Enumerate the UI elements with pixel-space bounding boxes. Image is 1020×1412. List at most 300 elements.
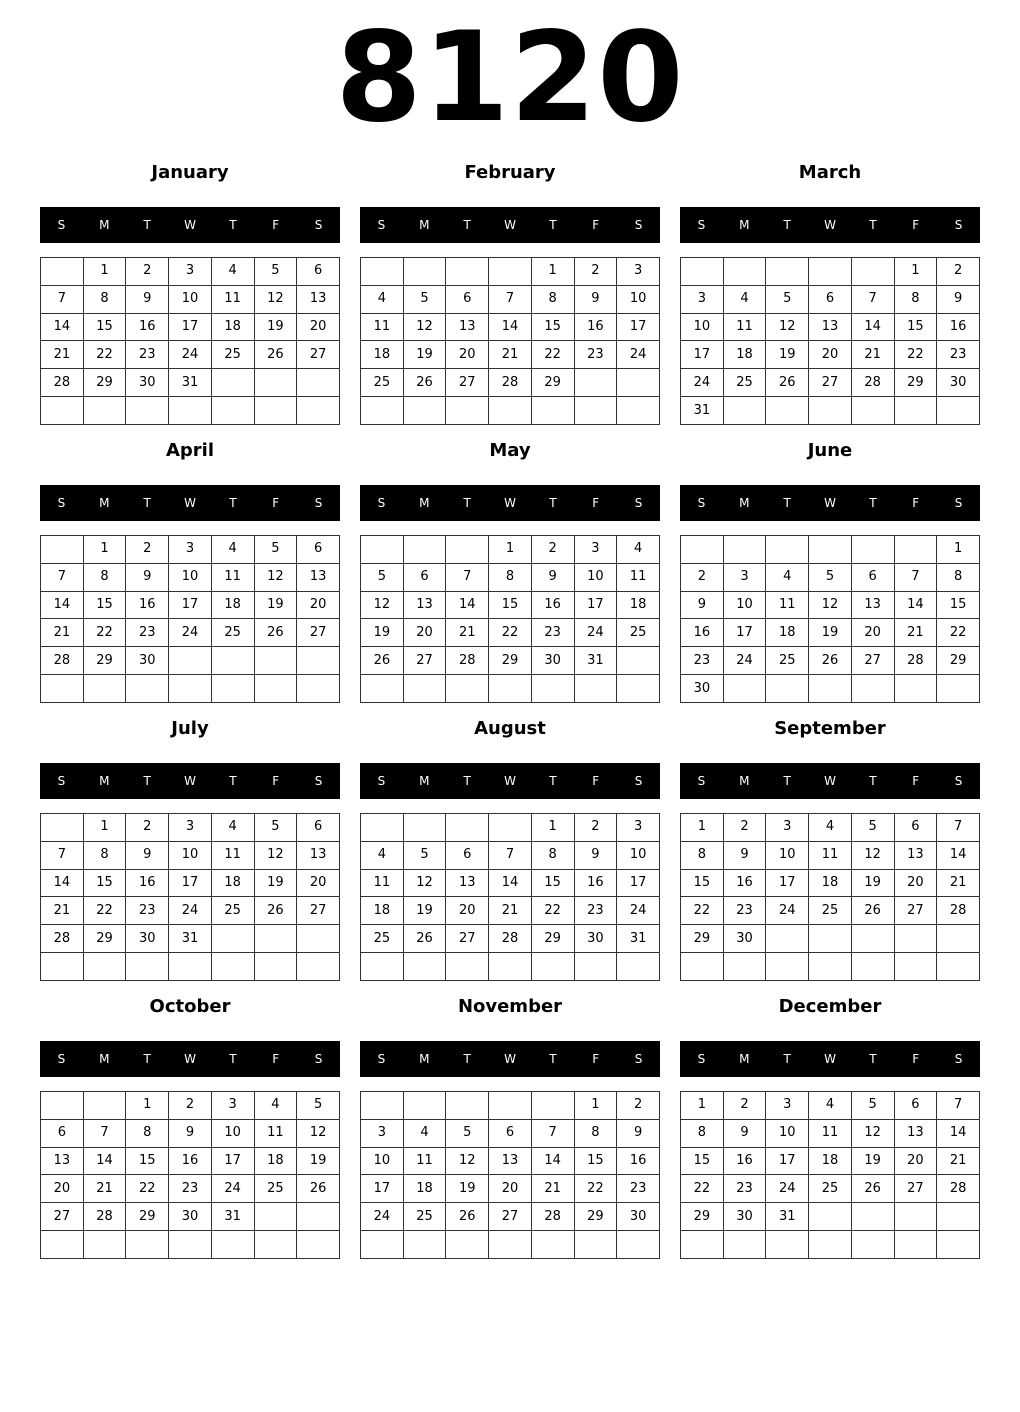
- year-title: 8120: [335, 6, 685, 150]
- weekday-label: F: [272, 774, 280, 788]
- day-cell: 17: [574, 591, 617, 619]
- day-cell: [617, 675, 660, 703]
- day-cell: [361, 675, 404, 703]
- day-cell: 22: [681, 897, 724, 925]
- day-grid: [360, 813, 660, 981]
- day-cell: 25: [211, 619, 254, 647]
- day-cell: 19: [851, 1147, 894, 1175]
- day-cell: 1: [83, 814, 126, 842]
- weekday-label: W: [824, 1052, 836, 1066]
- day-cell: [937, 1203, 980, 1231]
- day-cell: 30: [723, 925, 766, 953]
- day-cell: 25: [254, 1175, 297, 1203]
- weekday-label: T: [869, 496, 877, 510]
- day-cell: 5: [254, 814, 297, 842]
- weekday-label: T: [869, 1052, 877, 1066]
- week-row: [361, 619, 660, 647]
- day-cell: 11: [211, 563, 254, 591]
- day-cell: 14: [937, 841, 980, 869]
- day-cell: 21: [937, 1147, 980, 1175]
- day-cell: [766, 925, 809, 953]
- day-cell: [766, 536, 809, 564]
- day-cell: 10: [723, 591, 766, 619]
- week-row: [361, 1147, 660, 1175]
- day-cell: 14: [851, 313, 894, 341]
- day-cell: 16: [574, 313, 617, 341]
- week-row: [41, 1092, 340, 1120]
- day-cell: 17: [169, 869, 212, 897]
- weekday-label: T: [229, 218, 237, 232]
- day-cell: 28: [937, 1175, 980, 1203]
- day-cell: [937, 397, 980, 425]
- day-cell: [809, 675, 852, 703]
- day-cell: 22: [681, 1175, 724, 1203]
- day-cell: [531, 953, 574, 981]
- day-cell: [446, 397, 489, 425]
- weekday-label: W: [824, 774, 836, 788]
- weekday-label: S: [314, 218, 323, 232]
- month-name: April: [165, 440, 215, 461]
- day-cell: 7: [894, 563, 937, 591]
- day-cell: 23: [723, 897, 766, 925]
- day-cell: 7: [937, 1092, 980, 1120]
- day-cell: 19: [851, 869, 894, 897]
- day-cell: 22: [83, 341, 126, 369]
- weekday-label: S: [697, 774, 706, 788]
- day-cell: 29: [937, 647, 980, 675]
- day-cell: 29: [531, 369, 574, 397]
- week-row: [681, 536, 980, 564]
- day-cell: 17: [169, 313, 212, 341]
- day-cell: [297, 675, 340, 703]
- day-cell: 28: [446, 647, 489, 675]
- weekday-label: W: [504, 774, 516, 788]
- week-row: [681, 341, 980, 369]
- month-name: October: [149, 996, 231, 1017]
- day-cell: 5: [297, 1092, 340, 1120]
- day-cell: 30: [169, 1203, 212, 1231]
- day-cell: [446, 814, 489, 842]
- day-cell: 16: [126, 591, 169, 619]
- weekday-label: T: [463, 1052, 471, 1066]
- day-cell: 9: [126, 563, 169, 591]
- weekday-label: W: [184, 218, 196, 232]
- day-cell: 12: [851, 841, 894, 869]
- day-cell: 23: [937, 341, 980, 369]
- day-cell: [254, 397, 297, 425]
- day-cell: 4: [211, 536, 254, 564]
- day-cell: 22: [83, 619, 126, 647]
- day-cell: 10: [574, 563, 617, 591]
- month-name: July: [171, 718, 209, 739]
- day-cell: 18: [766, 619, 809, 647]
- day-cell: [297, 953, 340, 981]
- day-cell: 7: [83, 1119, 126, 1147]
- day-cell: 25: [809, 897, 852, 925]
- day-cell: 31: [169, 369, 212, 397]
- day-cell: 14: [937, 1119, 980, 1147]
- day-cell: 27: [446, 925, 489, 953]
- day-cell: 14: [41, 869, 84, 897]
- day-cell: 17: [169, 591, 212, 619]
- weekday-label: T: [463, 774, 471, 788]
- day-cell: 6: [489, 1119, 532, 1147]
- weekday-label: F: [272, 496, 280, 510]
- day-cell: 9: [617, 1119, 660, 1147]
- day-cell: [681, 953, 724, 981]
- day-cell: 13: [297, 563, 340, 591]
- day-cell: 11: [617, 563, 660, 591]
- day-cell: 19: [403, 341, 446, 369]
- weekday-label: M: [99, 496, 110, 510]
- day-cell: 4: [403, 1119, 446, 1147]
- day-cell: 10: [617, 285, 660, 313]
- month-name: August: [474, 718, 546, 739]
- weekday-header: [680, 207, 980, 243]
- day-cell: 28: [894, 647, 937, 675]
- day-cell: 16: [126, 869, 169, 897]
- week-row: [361, 1231, 660, 1259]
- day-cell: 11: [403, 1147, 446, 1175]
- day-cell: 3: [723, 563, 766, 591]
- weekday-label: F: [912, 496, 920, 510]
- day-cell: 22: [531, 897, 574, 925]
- week-row: [681, 1203, 980, 1231]
- day-cell: 10: [766, 841, 809, 869]
- week-row: [361, 1092, 660, 1120]
- weekday-label: S: [954, 218, 963, 232]
- weekday-label: M: [419, 496, 430, 510]
- weekday-header: [40, 1041, 340, 1077]
- day-cell: [211, 953, 254, 981]
- weekday-label: S: [954, 1052, 963, 1066]
- day-cell: 10: [169, 841, 212, 869]
- day-cell: [894, 1231, 937, 1259]
- day-cell: 1: [681, 814, 724, 842]
- day-cell: 12: [297, 1119, 340, 1147]
- day-cell: 25: [809, 1175, 852, 1203]
- day-cell: [446, 675, 489, 703]
- week-row: [361, 563, 660, 591]
- day-cell: 26: [297, 1175, 340, 1203]
- day-cell: [574, 369, 617, 397]
- day-cell: [403, 953, 446, 981]
- week-row: [361, 841, 660, 869]
- day-cell: 23: [723, 1175, 766, 1203]
- day-cell: 15: [681, 1147, 724, 1175]
- weekday-label: T: [143, 1052, 151, 1066]
- day-cell: 13: [894, 841, 937, 869]
- day-cell: 30: [574, 925, 617, 953]
- weekday-label: W: [184, 774, 196, 788]
- day-cell: [297, 369, 340, 397]
- day-cell: [489, 675, 532, 703]
- day-cell: 25: [211, 341, 254, 369]
- day-cell: 28: [531, 1203, 574, 1231]
- day-cell: [254, 675, 297, 703]
- weekday-header: [40, 207, 340, 243]
- month-name: September: [774, 718, 886, 739]
- day-cell: 21: [41, 897, 84, 925]
- day-cell: 3: [361, 1119, 404, 1147]
- day-cell: [403, 536, 446, 564]
- day-cell: 31: [681, 397, 724, 425]
- day-cell: [41, 814, 84, 842]
- day-grid: [360, 1091, 660, 1259]
- day-cell: 23: [617, 1175, 660, 1203]
- week-row: [681, 1175, 980, 1203]
- day-cell: 27: [41, 1203, 84, 1231]
- week-row: [681, 647, 980, 675]
- day-cell: 17: [361, 1175, 404, 1203]
- day-cell: [254, 953, 297, 981]
- day-cell: [41, 953, 84, 981]
- day-cell: [766, 675, 809, 703]
- day-cell: 8: [937, 563, 980, 591]
- day-cell: 10: [681, 313, 724, 341]
- day-cell: 27: [403, 647, 446, 675]
- day-cell: 6: [809, 285, 852, 313]
- day-cell: 8: [681, 1119, 724, 1147]
- day-cell: 23: [574, 341, 617, 369]
- day-cell: [297, 925, 340, 953]
- week-row: [41, 841, 340, 869]
- day-cell: 21: [41, 341, 84, 369]
- day-cell: [574, 675, 617, 703]
- day-cell: [169, 397, 212, 425]
- day-cell: [254, 1203, 297, 1231]
- day-cell: 19: [254, 869, 297, 897]
- week-row: [41, 1203, 340, 1231]
- day-cell: 18: [403, 1175, 446, 1203]
- day-cell: [361, 397, 404, 425]
- day-cell: [361, 1092, 404, 1120]
- day-cell: 2: [169, 1092, 212, 1120]
- week-row: [41, 619, 340, 647]
- day-cell: 30: [937, 369, 980, 397]
- week-row: [361, 675, 660, 703]
- weekday-label: F: [912, 774, 920, 788]
- week-row: [681, 313, 980, 341]
- day-cell: 13: [403, 591, 446, 619]
- day-cell: [617, 397, 660, 425]
- day-cell: 21: [489, 341, 532, 369]
- day-cell: [489, 1092, 532, 1120]
- day-cell: 12: [446, 1147, 489, 1175]
- weekday-label: W: [504, 1052, 516, 1066]
- day-cell: [894, 953, 937, 981]
- day-cell: 5: [254, 258, 297, 286]
- day-cell: 26: [254, 341, 297, 369]
- day-cell: 19: [297, 1147, 340, 1175]
- day-cell: 21: [937, 869, 980, 897]
- day-cell: [574, 397, 617, 425]
- day-cell: [574, 1231, 617, 1259]
- day-cell: [531, 675, 574, 703]
- weekday-label: W: [824, 496, 836, 510]
- day-cell: 24: [681, 369, 724, 397]
- week-row: [41, 953, 340, 981]
- month-name: May: [489, 440, 531, 461]
- day-cell: [723, 1231, 766, 1259]
- day-cell: 29: [83, 925, 126, 953]
- day-cell: [361, 953, 404, 981]
- day-cell: 3: [169, 536, 212, 564]
- day-cell: 28: [489, 925, 532, 953]
- week-row: [41, 591, 340, 619]
- weekday-label: T: [143, 496, 151, 510]
- week-row: [361, 1119, 660, 1147]
- day-cell: 6: [41, 1119, 84, 1147]
- day-cell: 16: [723, 1147, 766, 1175]
- weekday-label: M: [99, 1052, 110, 1066]
- day-cell: 25: [403, 1203, 446, 1231]
- day-cell: [723, 536, 766, 564]
- day-cell: 21: [894, 619, 937, 647]
- day-cell: 5: [809, 563, 852, 591]
- weekday-label: W: [184, 496, 196, 510]
- day-cell: [169, 647, 212, 675]
- day-cell: 2: [126, 536, 169, 564]
- day-cell: 27: [894, 1175, 937, 1203]
- day-cell: 2: [126, 814, 169, 842]
- weekday-header: [360, 485, 660, 521]
- day-cell: 14: [489, 313, 532, 341]
- day-cell: 14: [531, 1147, 574, 1175]
- day-cell: 13: [297, 841, 340, 869]
- day-cell: 24: [574, 619, 617, 647]
- day-cell: 20: [446, 897, 489, 925]
- day-cell: 1: [83, 536, 126, 564]
- day-cell: [297, 1203, 340, 1231]
- day-cell: 31: [574, 647, 617, 675]
- day-cell: [766, 1231, 809, 1259]
- day-cell: 8: [83, 285, 126, 313]
- day-grid: [680, 257, 980, 425]
- day-cell: [403, 1092, 446, 1120]
- weekday-label: S: [377, 218, 386, 232]
- weekday-label: T: [549, 496, 557, 510]
- day-grid: [680, 535, 980, 703]
- weekday-label: T: [229, 496, 237, 510]
- day-cell: 29: [83, 369, 126, 397]
- day-cell: [894, 536, 937, 564]
- week-row: [361, 647, 660, 675]
- day-cell: 19: [403, 897, 446, 925]
- weekday-label: T: [869, 218, 877, 232]
- day-cell: 13: [851, 591, 894, 619]
- weekday-label: T: [783, 496, 791, 510]
- day-cell: 29: [681, 925, 724, 953]
- weekday-label: F: [592, 774, 600, 788]
- day-cell: 8: [126, 1119, 169, 1147]
- day-cell: 26: [403, 925, 446, 953]
- day-cell: 12: [851, 1119, 894, 1147]
- week-row: [361, 1203, 660, 1231]
- week-row: [361, 341, 660, 369]
- day-cell: 1: [894, 258, 937, 286]
- day-cell: 14: [894, 591, 937, 619]
- week-row: [361, 591, 660, 619]
- day-cell: 4: [723, 285, 766, 313]
- day-cell: [297, 1231, 340, 1259]
- day-cell: 15: [83, 591, 126, 619]
- day-cell: 18: [723, 341, 766, 369]
- week-row: [41, 341, 340, 369]
- day-cell: 13: [894, 1119, 937, 1147]
- day-cell: 23: [681, 647, 724, 675]
- day-cell: [851, 1231, 894, 1259]
- day-cell: 23: [126, 341, 169, 369]
- day-cell: 8: [681, 841, 724, 869]
- day-cell: 7: [937, 814, 980, 842]
- day-cell: 18: [361, 897, 404, 925]
- day-cell: [41, 258, 84, 286]
- day-cell: 16: [681, 619, 724, 647]
- day-cell: 6: [446, 285, 489, 313]
- week-row: [41, 647, 340, 675]
- day-cell: 19: [361, 619, 404, 647]
- week-row: [41, 563, 340, 591]
- day-cell: 6: [894, 814, 937, 842]
- day-cell: [851, 536, 894, 564]
- day-cell: 17: [723, 619, 766, 647]
- day-cell: 29: [489, 647, 532, 675]
- day-cell: 21: [531, 1175, 574, 1203]
- day-cell: 4: [211, 258, 254, 286]
- day-cell: [446, 536, 489, 564]
- week-row: [361, 1175, 660, 1203]
- day-cell: [681, 258, 724, 286]
- month-name: January: [151, 162, 229, 183]
- day-cell: [83, 397, 126, 425]
- weekday-label: S: [314, 1052, 323, 1066]
- day-cell: 30: [723, 1203, 766, 1231]
- day-cell: [83, 1092, 126, 1120]
- day-cell: 4: [809, 814, 852, 842]
- day-cell: [766, 953, 809, 981]
- weekday-label: T: [783, 1052, 791, 1066]
- week-row: [681, 897, 980, 925]
- day-cell: 27: [297, 619, 340, 647]
- day-cell: 2: [126, 258, 169, 286]
- day-cell: 8: [83, 563, 126, 591]
- day-cell: [766, 397, 809, 425]
- weekday-label: W: [504, 218, 516, 232]
- day-cell: [851, 953, 894, 981]
- day-cell: 27: [851, 647, 894, 675]
- day-cell: 15: [531, 869, 574, 897]
- day-cell: [809, 258, 852, 286]
- day-cell: 27: [489, 1203, 532, 1231]
- weekday-label: T: [143, 774, 151, 788]
- day-cell: [126, 397, 169, 425]
- weekday-label: F: [912, 218, 920, 232]
- day-grid: [40, 257, 340, 425]
- month-name: December: [778, 996, 882, 1017]
- day-cell: 26: [851, 897, 894, 925]
- day-cell: 22: [574, 1175, 617, 1203]
- day-cell: 14: [446, 591, 489, 619]
- weekday-header: [360, 1041, 660, 1077]
- day-cell: 11: [211, 285, 254, 313]
- day-cell: 20: [851, 619, 894, 647]
- day-cell: 19: [809, 619, 852, 647]
- day-cell: 15: [126, 1147, 169, 1175]
- weekday-label: M: [99, 774, 110, 788]
- day-cell: 17: [617, 313, 660, 341]
- day-cell: 15: [681, 869, 724, 897]
